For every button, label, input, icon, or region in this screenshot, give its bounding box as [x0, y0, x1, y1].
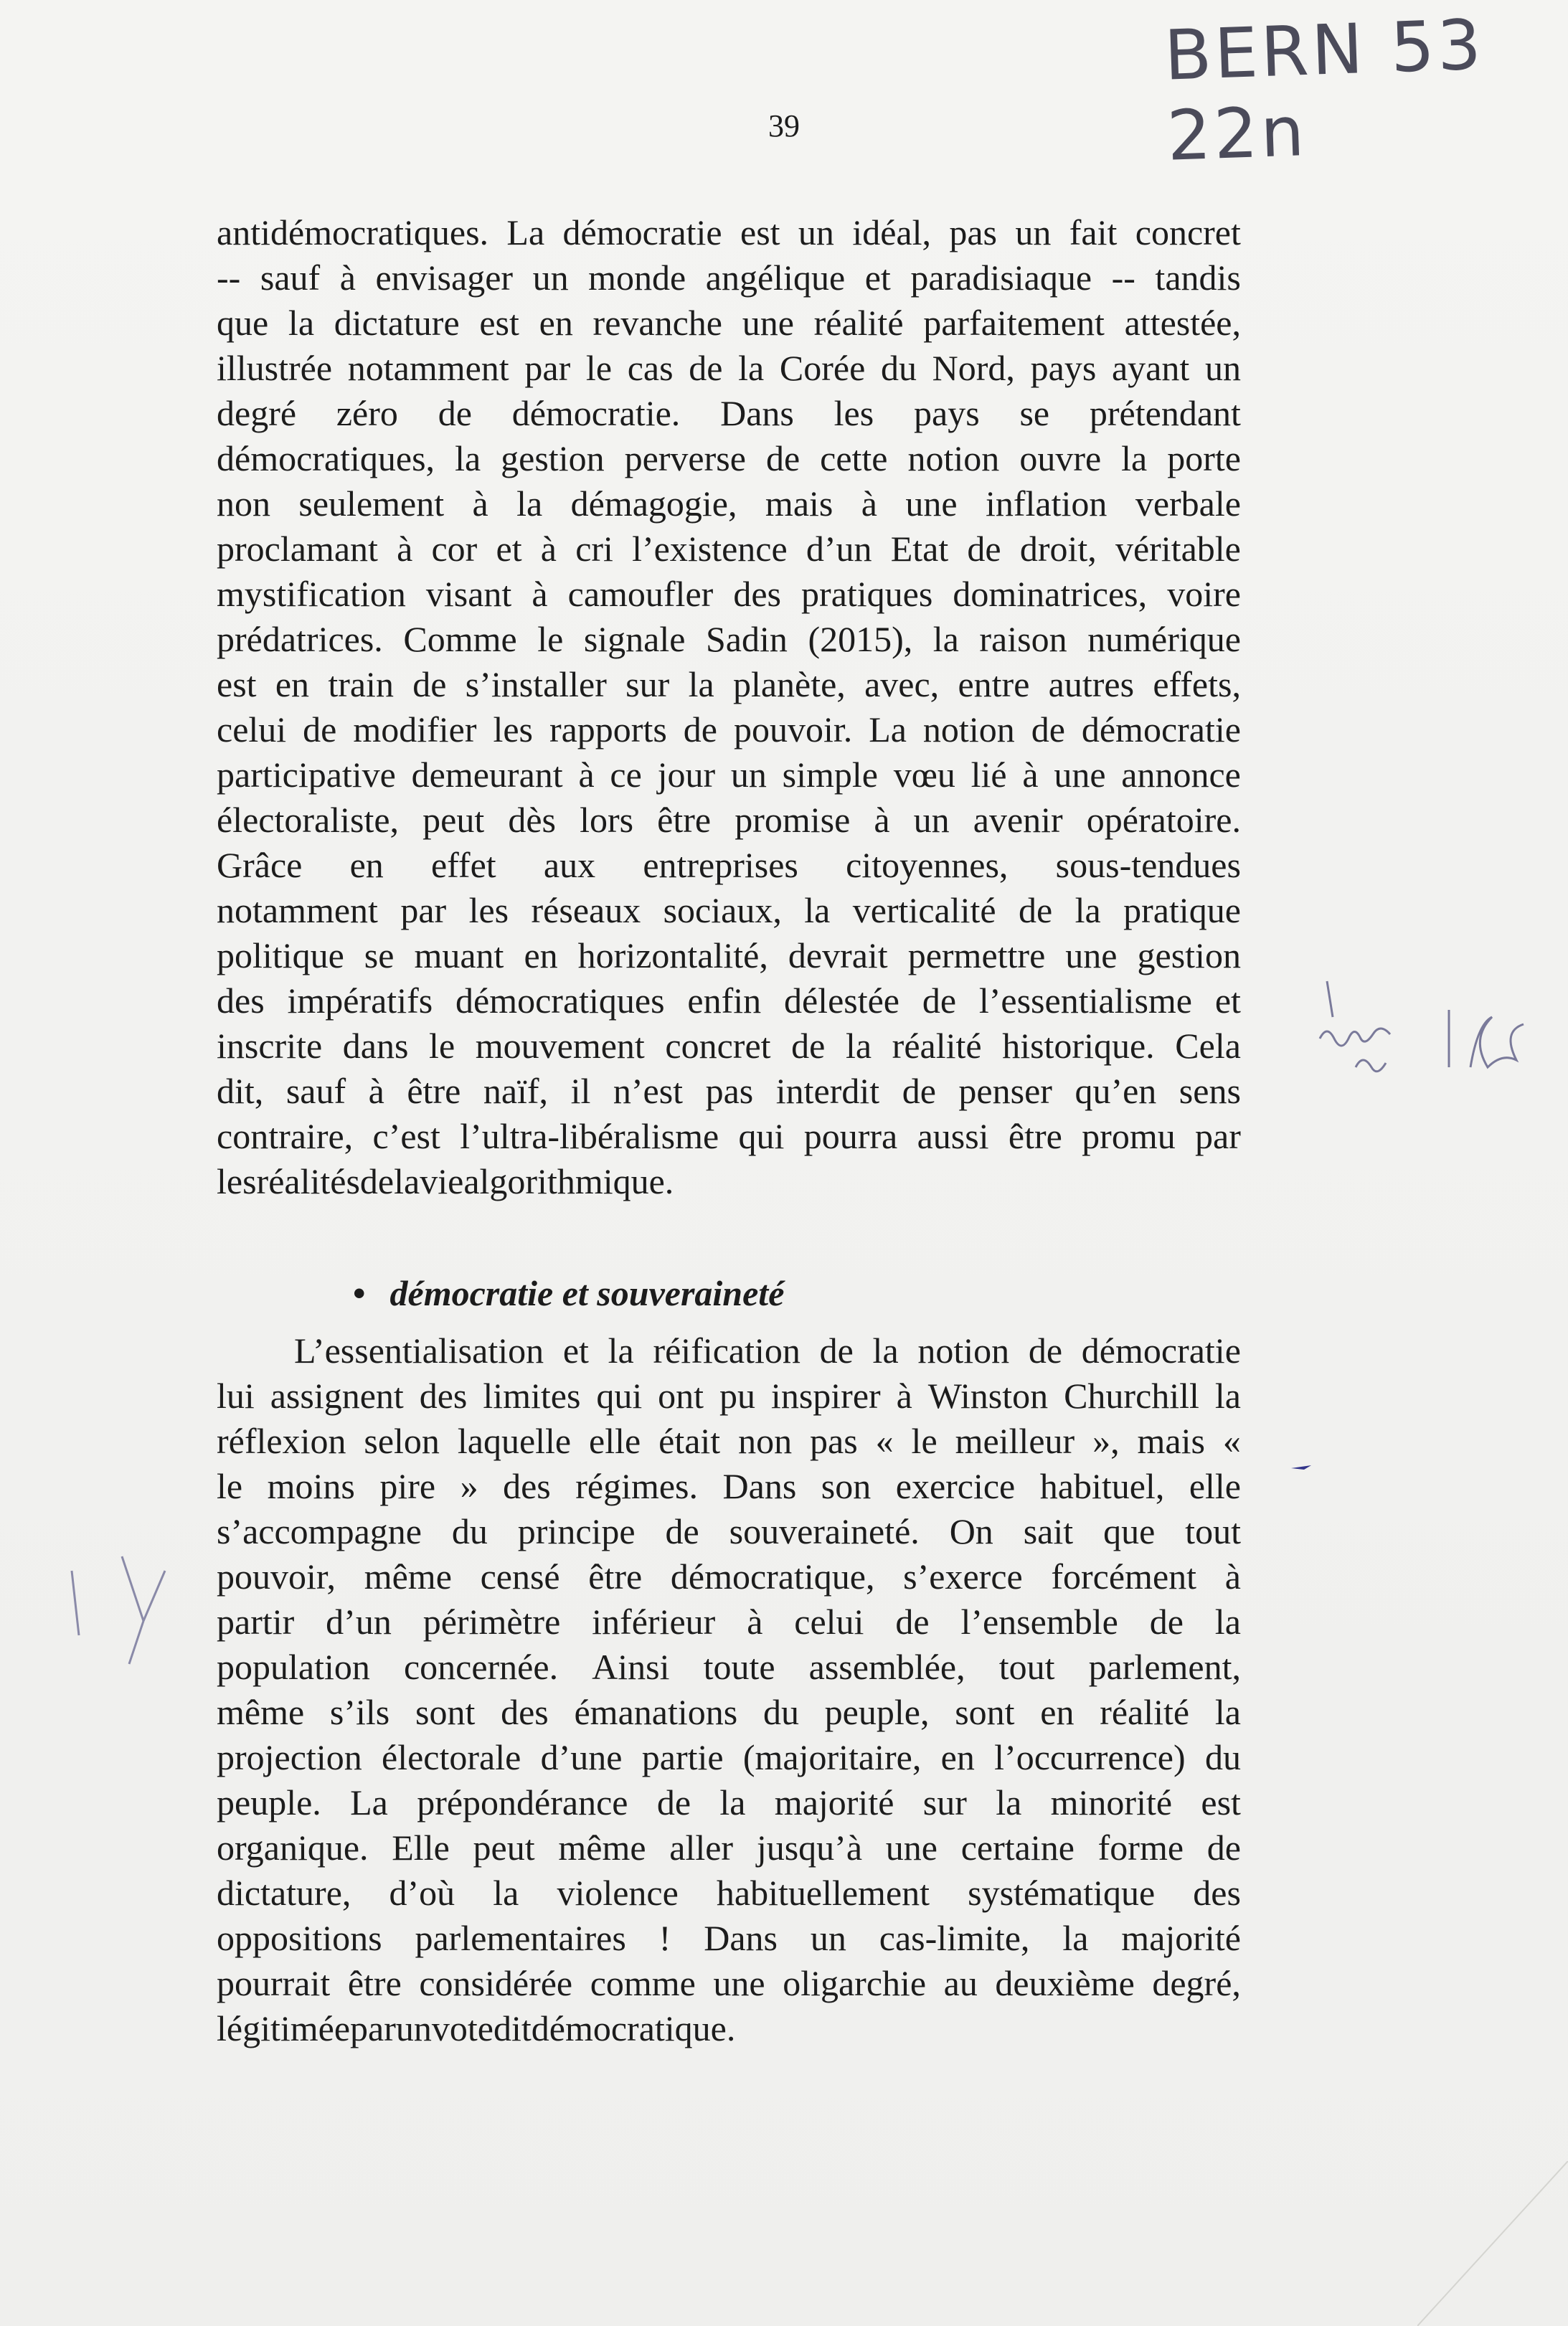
text-line: pourrait être considérée comme une oligarchie au deuxième degré, — [217, 1963, 1241, 2003]
text-line: celui de modifier les rapports de pouvoir. La notion de démocratie — [217, 709, 1241, 750]
text-line: population concernée. Ainsi toute assemblée, tout parlement, — [217, 1647, 1241, 1687]
text-line: -- sauf à envisager un monde angélique et paradisiaque -- tandis — [217, 257, 1241, 298]
bleed-through-stamp — [22, 14, 47, 91]
pencil-margin-annotation — [1305, 960, 1549, 1139]
text-line: électoraliste, peut dès lors être promise à un avenir opératoire. — [217, 800, 1241, 840]
text-line: légitimée par un vote dit démocratique. — [217, 2008, 736, 2048]
text-line: oppositions parlementaires ! Dans un cas-limite, la majorité — [217, 1918, 1241, 1958]
text-line: contraire, c’est l’ultra-libéralisme qui pourra aussi être promu par — [217, 1116, 1241, 1156]
text-line: dit, sauf à être naïf, il n’est pas interdit de penser qu’en sens — [217, 1071, 1241, 1111]
section-heading — [353, 1271, 784, 1316]
text-line: pouvoir, même censé être démocratique, s’exerce forcément à — [217, 1556, 1241, 1597]
text-line: politique se muant en horizontalité, devrait permettre une gestion — [217, 935, 1241, 975]
text-line: des impératifs démocratiques enfin délestée de l’essentialisme et — [217, 980, 1241, 1021]
text-line: que la dictature est en revanche une réalité parfaitement attestée, — [217, 303, 1241, 343]
text-line: notamment par les réseaux sociaux, la verticalité de la pratique — [217, 890, 1241, 930]
text-line: L’essentialisation et la réification de la notion de démocratie — [294, 1330, 1241, 1371]
text-line: lui assignent des limites qui ont pu inspirer à Winston Churchill la — [217, 1376, 1241, 1416]
text-line: prédatrices. Comme le signale Sadin (2015), la raison numérique — [217, 619, 1241, 659]
text-line: mystification visant à camoufler des pratiques dominatrices, voire — [217, 574, 1241, 614]
text-line: est en train de s’installer sur la planète, avec, entre autres effets, — [217, 664, 1241, 704]
paragraph-1 — [217, 210, 1241, 1204]
text-line: s’accompagne du principe de souveraineté. On sait que tout — [217, 1511, 1241, 1551]
text-line: inscrite dans le mouvement concret de la réalité historique. Cela — [217, 1026, 1241, 1066]
pencil-margin-number — [57, 1542, 201, 1671]
text-line: les réalités de la vie algorithmique. — [217, 1161, 674, 1201]
text-line: le moins pire » des régimes. Dans son exercice habituel, elle — [217, 1466, 1241, 1506]
text-line: antidémocratiques. La démocratie est un idéal, pas un fait concret — [217, 212, 1241, 252]
text-line: proclamant à cor et à cri l’existence d’un Etat de droit, véritable — [217, 529, 1241, 569]
handwritten-archive-reference: BERN 53 22n — [1163, 4, 1486, 176]
text-line: non seulement à la démagogie, mais à une inflation verbale — [217, 483, 1241, 524]
text-line: réflexion selon laquelle elle était non pas « le meilleur », mais « — [217, 1421, 1241, 1461]
text-line: projection électorale d’une partie (majoritaire, en l’occurrence) du — [217, 1737, 1241, 1777]
text-line: illustrée notamment par le cas de la Corée du Nord, pays ayant un — [217, 348, 1241, 388]
text-line: Grâce en effet aux entreprises citoyennes, sous-tendues — [217, 845, 1241, 885]
paragraph-2 — [217, 1328, 1241, 2051]
bullet-icon: • — [353, 1273, 366, 1313]
text-line: organique. Elle peut même aller jusqu’à une certaine forme de — [217, 1828, 1241, 1868]
text-line: démocratiques, la gestion perverse de cette notion ouvre la porte — [217, 438, 1241, 478]
ink-margin-mark — [1290, 1460, 1318, 1474]
text-line: partir d’un périmètre inférieur à celui de l’ensemble de la — [217, 1602, 1241, 1642]
page-number: 39 — [768, 108, 800, 143]
section-heading-text: démocratie et souveraineté — [389, 1273, 785, 1313]
text-line: peuple. La prépondérance de la majorité sur la minorité est — [217, 1782, 1241, 1822]
text-line: participative demeurant à ce jour un simple vœu lié à une annonce — [217, 755, 1241, 795]
page-corner-fold — [1417, 2161, 1568, 2326]
text-line: degré zéro de démocratie. Dans les pays se prétendant — [217, 393, 1241, 433]
text-line: dictature, d’où la violence habituellement systématique des — [217, 1873, 1241, 1913]
text-line: même s’ils sont des émanations du peuple, sont en réalité la — [217, 1692, 1241, 1732]
